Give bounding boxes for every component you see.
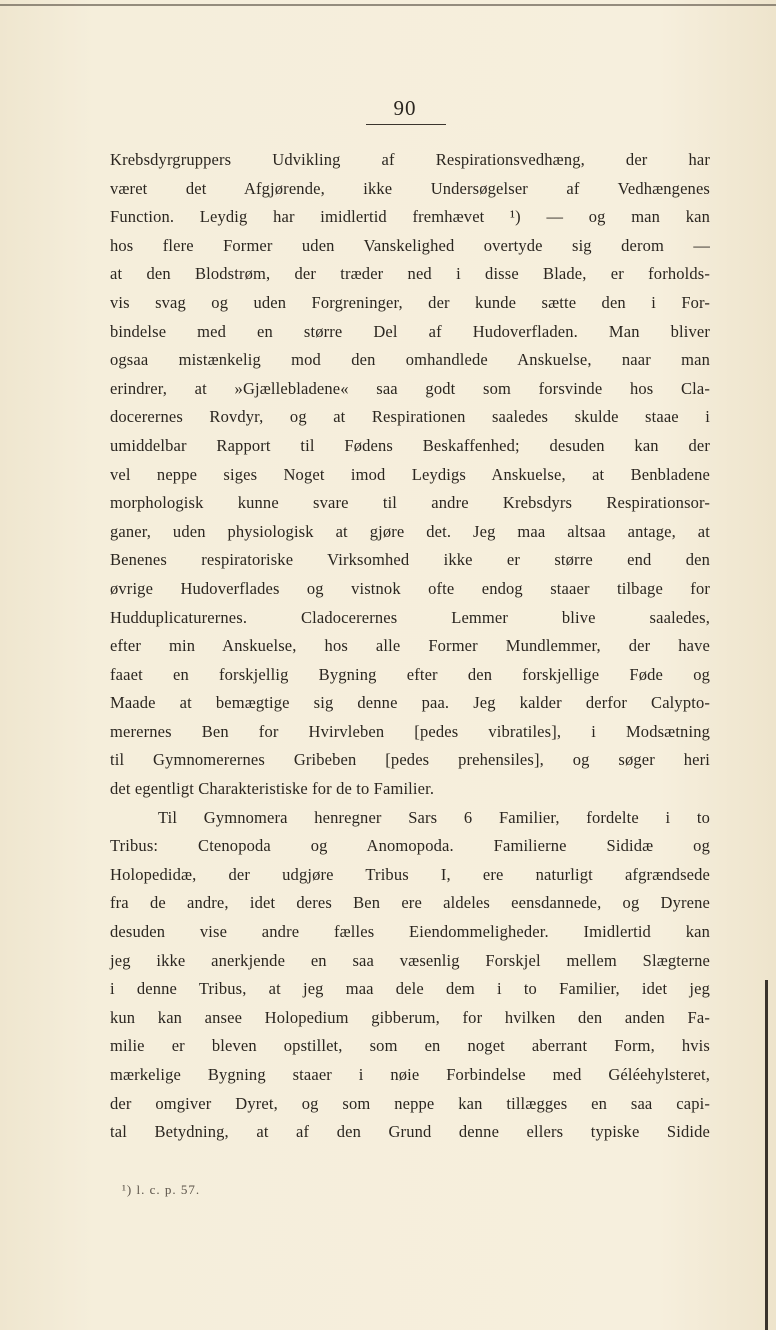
text-line: morphologisk kunne svare til andre Krebsdyrs Respirationsor- — [110, 493, 710, 513]
text-line: ogsaa mistænkelig mod den omhandlede Anskuelse, naar man — [110, 350, 710, 370]
text-line: erindrer, at »Gjællebladene« saa godt som forsvinde hos Cla- — [110, 378, 710, 398]
page-number-rule — [366, 124, 446, 125]
text-line: Function. Leydig har imidlertid fremhævet ¹) — og man kan — [110, 207, 710, 227]
text-line: efter min Anskuelse, hos alle Former Mundlemmer, der have — [110, 636, 710, 656]
footnote: ¹) l. c. p. 57. — [122, 1182, 201, 1197]
text-line: desuden vise andre fælles Eiendommeligheder. Imidlertid kan — [110, 922, 710, 942]
text-line: Holopedidæ, der udgjøre Tribus I, ere naturligt afgrændsede — [110, 864, 710, 884]
text-line: Krebsdyrgruppers Udvikling af Respirationsvedhæng, der har — [110, 150, 710, 169]
text-line: vis svag og uden Forgreninger, der kunde sætte den i For- — [110, 292, 710, 312]
text-line: faaet en forskjellig Bygning efter den forskjellige Føde og — [110, 664, 710, 684]
text-line: til Gymnomerernes Gribeben [pedes prehensiles], og søger heri — [110, 750, 710, 770]
text-line: tal Betydning, at af den Grund denne ellers typiske Sidide — [110, 1122, 710, 1142]
text-line: Hudduplicaturernes. Cladocerernes Lemmer blive saaledes, — [110, 607, 710, 627]
text-line: Tribus: Ctenopoda og Anomopoda. Familierne Sididæ og — [110, 836, 710, 856]
text-line: ganer, uden physiologisk at gjøre det. Jeg maa altsaa antage, at — [110, 521, 710, 541]
text-line: Maade at bemægtige sig denne paa. Jeg kalder derfor Calypto- — [110, 693, 710, 713]
text-line: jeg ikke anerkjende en saa væsenlig Forskjel mellem Slægterne — [110, 950, 710, 970]
text-line: at den Blodstrøm, der træder ned i disse Blade, er forholds- — [110, 264, 710, 284]
text-line: milie er bleven opstillet, som en noget aberrant Form, hvis — [110, 1036, 710, 1056]
text-line: vel neppe siges Noget imod Leydigs Anskuelse, at Benbladene — [110, 464, 710, 484]
text-line: det egentligt Charakteristiske for de to Familier. — [110, 779, 435, 799]
text-line: i denne Tribus, at jeg maa dele dem i to Familier, idet jeg — [110, 979, 710, 999]
text-line: umiddelbar Rapport til Fødens Beskaffenhed; desuden kan der — [110, 435, 710, 455]
page-number: 90 — [393, 96, 417, 120]
body-text — [110, 146, 710, 1147]
text-line: docerernes Rovdyr, og at Respirationen saaledes skulde staae i — [110, 407, 710, 427]
text-line: mærkelige Bygning staaer i nøie Forbindelse med Géléehylsteret, — [110, 1065, 710, 1084]
text-line: Til Gymnomera henregner Sars 6 Familier, fordelte i to — [158, 807, 710, 827]
text-line: bindelse med en større Del af Hudoverfladen. Man bliver — [110, 321, 710, 341]
text-line: der omgiver Dyret, og som neppe kan tillægges en saa capi- — [110, 1093, 710, 1113]
text-line: fra de andre, idet deres Ben ere aldeles eensdannede, og Dyrene — [110, 893, 710, 913]
text-line: kun kan ansee Holopedium gibberum, for hvilken den anden Fa- — [110, 1007, 710, 1027]
text-line: Benenes respiratoriske Virksomhed ikke er større end den — [110, 550, 710, 570]
text-line: hos flere Former uden Vanskelighed overtyde sig derom — — [110, 235, 710, 255]
page-edge-shadow — [765, 980, 768, 1330]
text-line: øvrige Hudoverflades og vistnok ofte endog staaer tilbage for — [110, 578, 710, 598]
text-line: merernes Ben for Hvirvleben [pedes vibratiles], i Modsætning — [110, 721, 710, 741]
text-line: været det Afgjørende, ikke Undersøgelser af Vedhængenes — [110, 178, 710, 198]
top-border-rule — [0, 4, 776, 6]
